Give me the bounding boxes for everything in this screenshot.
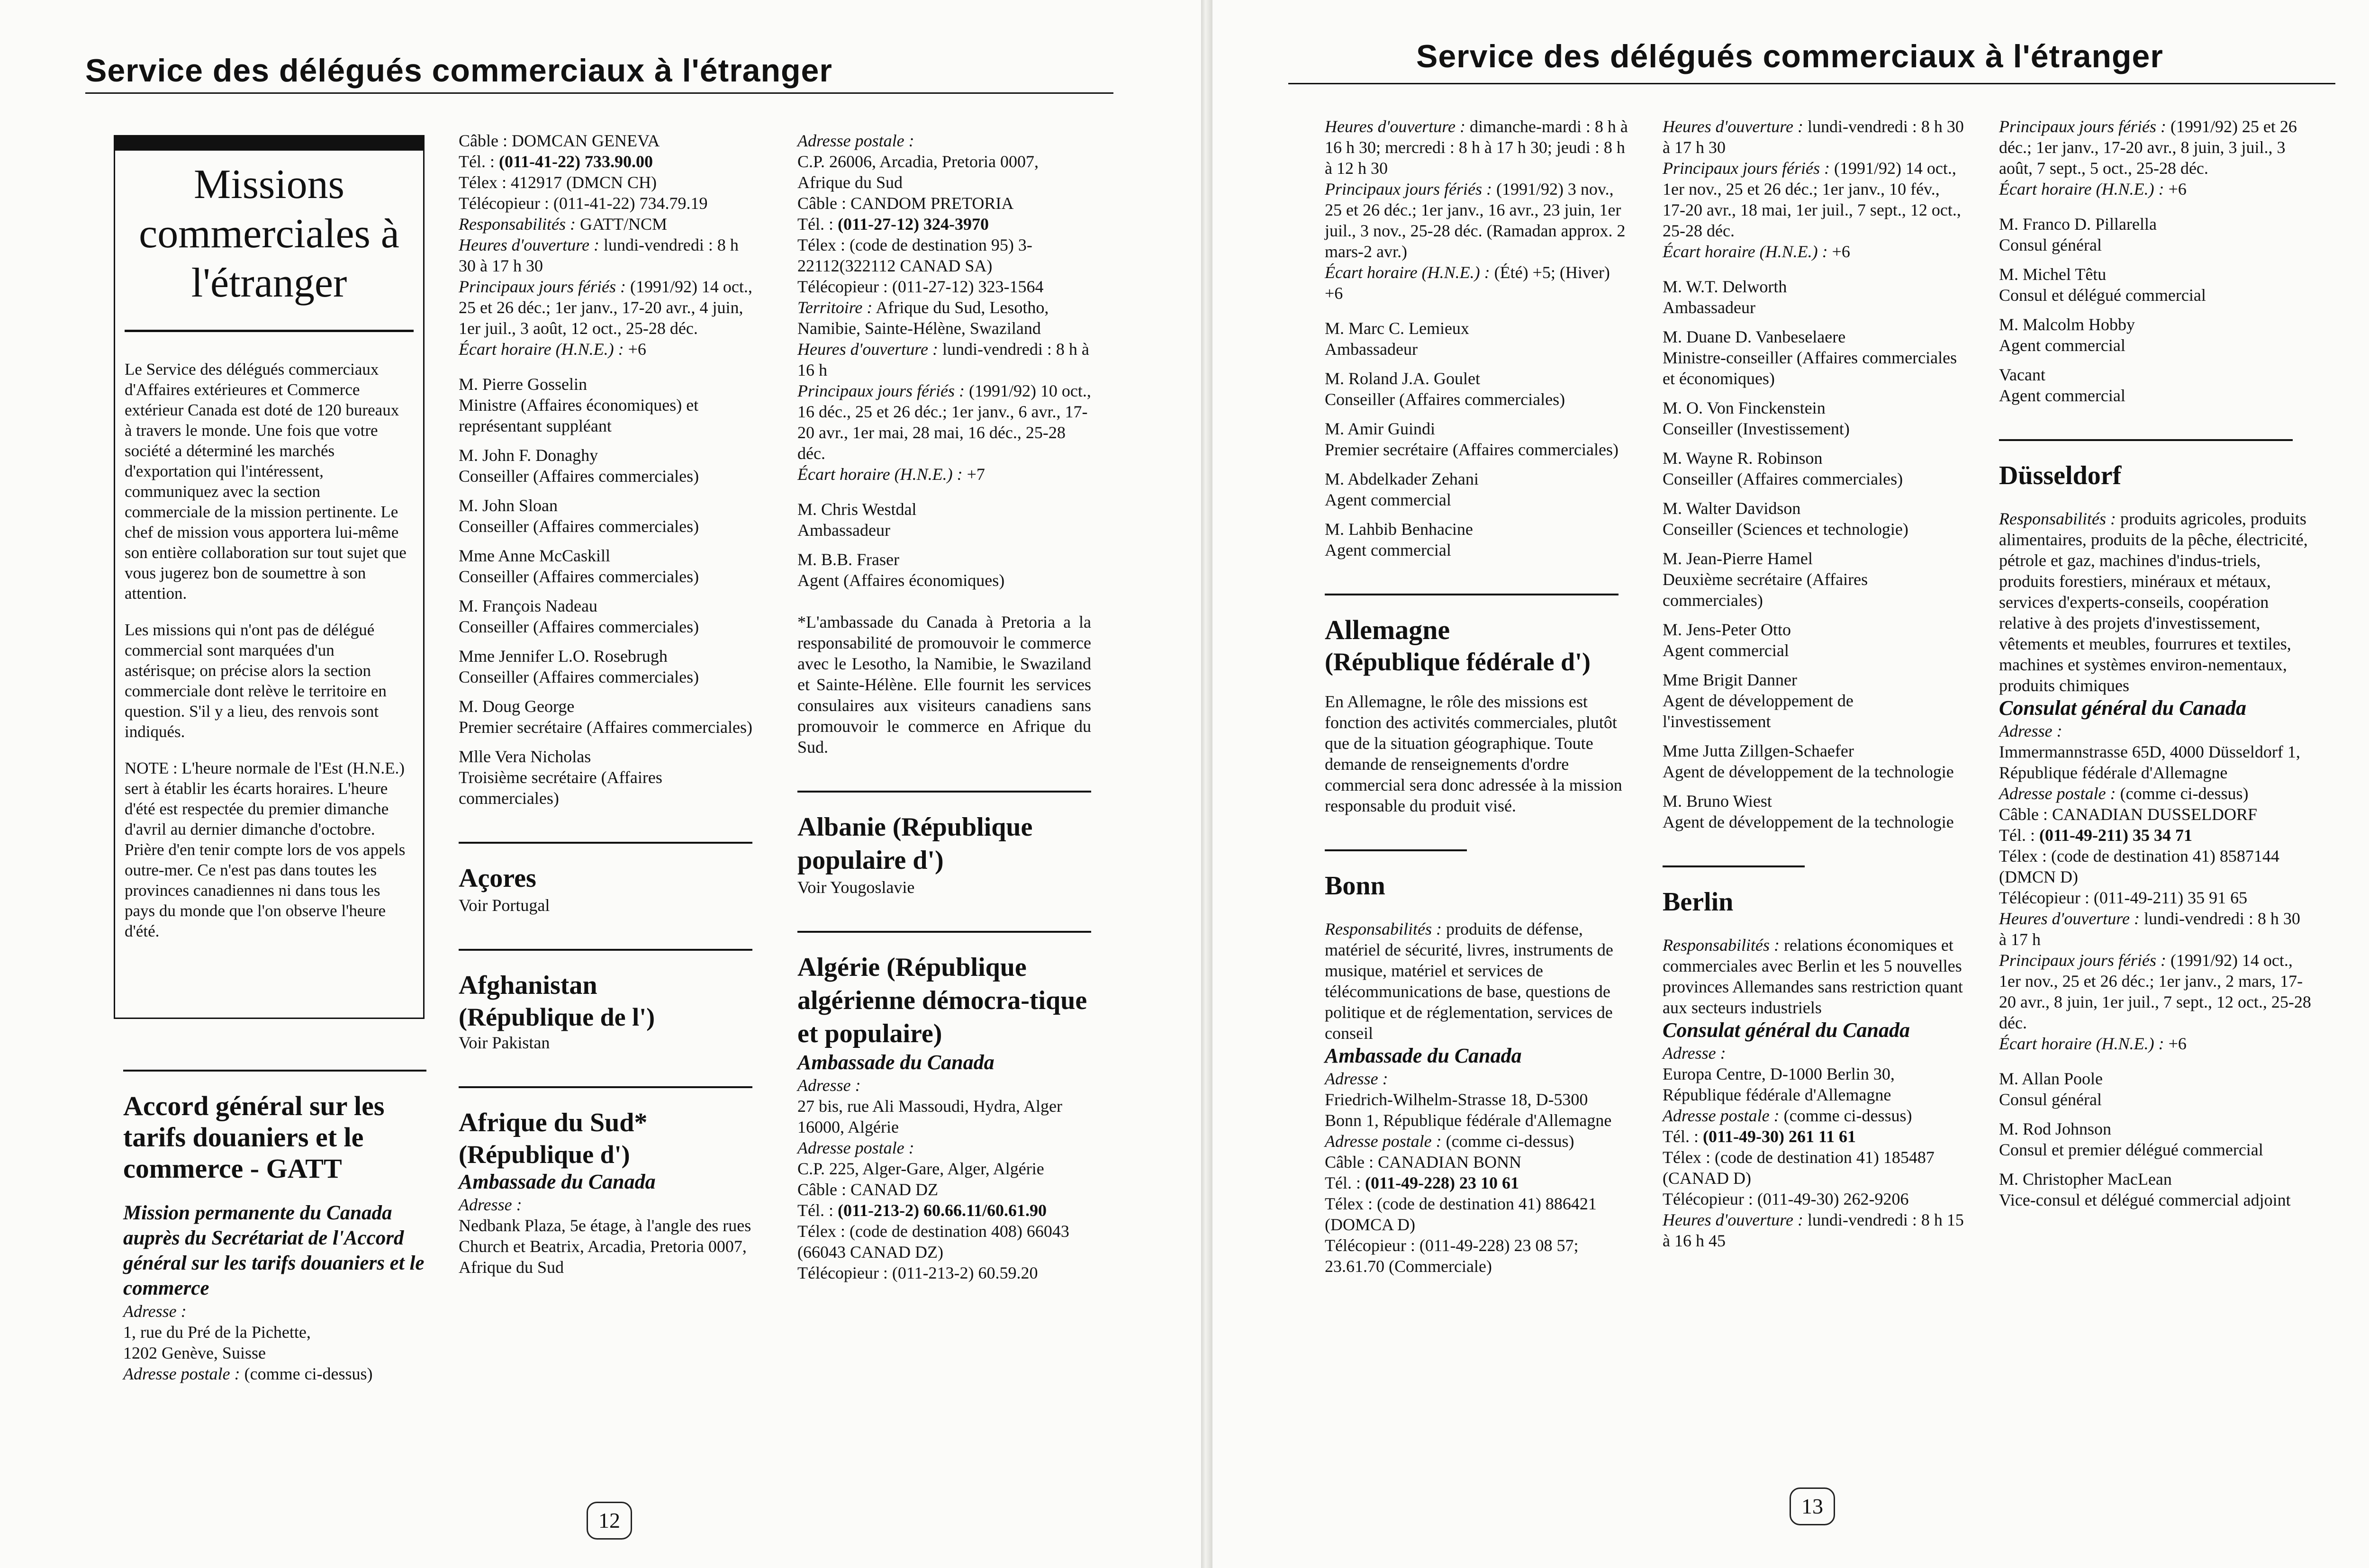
- resp-value: GATT/NCM: [579, 215, 667, 234]
- postal-value: (comme ci-dessus): [1783, 1106, 1912, 1125]
- territory-value: Afrique du Sud, Lesotho, Namibie, Sainte-Hélène, Swaziland: [797, 298, 1049, 338]
- telex: Télex : (code de destination 41) 8587144 (DMCN D): [1999, 847, 2279, 886]
- section-rule: [459, 949, 752, 951]
- address-label: Adresse :: [1325, 1069, 1388, 1088]
- postal-label: Adresse postale :: [1325, 1132, 1442, 1151]
- embassy-heading: Ambassade du Canada: [797, 1051, 995, 1074]
- postal-label: Adresse postale :: [1663, 1106, 1780, 1125]
- tz-value: +6: [2168, 1034, 2187, 1053]
- staff-entry: [1663, 548, 1966, 611]
- fax: Télécopieur : (011-41-22) 734.79.19: [459, 194, 708, 213]
- postal-value: C.P. 225, Alger-Gare, Alger, Algérie: [797, 1159, 1044, 1178]
- fax: Télécopieur : (011-213-2) 60.59.20: [797, 1263, 1038, 1282]
- hours-value: lundi-vendredi : 8 h 30 à 17 h 30: [1663, 117, 1964, 157]
- staff-entry: [459, 495, 752, 537]
- cable: Câble : CANADIAN BONN: [1325, 1153, 1521, 1171]
- staff-role: Vice-consul et délégué commercial adjoint: [1999, 1190, 2291, 1209]
- tz-label: Écart horaire (H.N.E.) :: [1325, 263, 1490, 282]
- tel-value: (011-41-22) 733.90.00: [498, 152, 653, 171]
- holidays-value: (1991/92) 14 oct., 25 et 26 déc.; 1er janv., 17-20 avr., 4 juin, 1er juil., 3 août, 12 oct., 25-28 déc.: [459, 277, 752, 338]
- staff-name: M. Walter Davidson: [1663, 499, 1801, 518]
- staff-role: Conseiller (Affaires commerciales): [1663, 469, 1903, 488]
- fax: Télécopieur : (011-49-30) 262-9206: [1663, 1190, 1909, 1208]
- staff-name: M. Lahbib Benhacine: [1325, 520, 1473, 539]
- section-intro: En Allemagne, le rôle des missions est fonction des activités commerciales, plutôt que de la situation géographique. Toute demande de renseignements d'ordre commercial sera donc adressée à la mission responsable du produit visé.: [1325, 692, 1622, 815]
- resp-value: produits de défense, matériel de sécurité, livres, instruments de musique, matériel et services de télécommunications de base, questions de politique et de réglementation, services de conseil: [1325, 919, 1613, 1043]
- staff-role: Consul général: [1999, 235, 2102, 254]
- staff-role: Agent commercial: [1325, 490, 1451, 509]
- staff-role: Conseiller (Affaires commerciales): [459, 467, 699, 486]
- staff-role: Conseiller (Affaires commerciales): [459, 667, 699, 686]
- column-2: [459, 130, 752, 1278]
- staff-role: Agent commercial: [1999, 336, 2125, 355]
- section-title: Albanie (République populaire d'): [797, 812, 1033, 875]
- staff-name: M. Roland J.A. Goulet: [1325, 369, 1480, 388]
- territory-label: Territoire :: [797, 298, 873, 317]
- page-header: Service des délégués commerciaux à l'étranger: [85, 53, 832, 89]
- resp-label: Responsabilités :: [1663, 936, 1780, 955]
- staff-name: M. Jens-Peter Otto: [1663, 620, 1791, 639]
- address-label: Adresse :: [797, 1076, 861, 1095]
- staff-entry: [1325, 318, 1628, 360]
- address-value: Nedbank Plaza, 5e étage, à l'angle des rues Church et Beatrix, Arcadia, Pretoria 0007, Afrique du Sud: [459, 1216, 751, 1277]
- tel-label: Tél. :: [1999, 826, 2035, 845]
- staff-name: M. Malcolm Hobby: [1999, 315, 2135, 334]
- staff-name: M. Duane D. Vanbeselaere: [1663, 327, 1846, 346]
- staff-role: Premier secrétaire (Affaires commerciales): [459, 718, 752, 737]
- staff-name: M. Franco D. Pillarella: [1999, 215, 2157, 234]
- cross-reference: Voir Yougoslavie: [797, 878, 915, 897]
- hours-value: lundi-vendredi : 8 h 30 à 17 h: [1999, 909, 2300, 949]
- holidays-label: Principaux jours fériés :: [1999, 117, 2166, 136]
- hours-label: Heures d'ouverture :: [1325, 117, 1465, 136]
- hours-value: lundi-vendredi : 8 h 30 à 17 h 30: [459, 235, 739, 275]
- address-label: Adresse :: [1663, 1044, 1726, 1063]
- holidays-label: Principaux jours fériés :: [797, 381, 965, 400]
- section-title: Accord général sur les tarifs douaniers et le commerce - GATT: [123, 1090, 385, 1184]
- address-value: Immermannstrasse 65D, 4000 Düsseldorf 1, République fédérale d'Allemagne: [1999, 742, 2300, 782]
- box-title: Missions commerciales à l'étranger: [139, 162, 399, 306]
- hours-label: Heures d'ouverture :: [1663, 1210, 1803, 1229]
- footnote: *L'ambassade du Canada à Pretoria a la responsabilité de promouvoir le commerce avec le Lesotho, la Namibie, le Swaziland et Sainte-Hélène. Elle fournit les services consulaires aux visiteurs canadiens sans promouvoir le commerce en Afrique du Sud.: [797, 613, 1091, 757]
- staff-entry: [1663, 740, 1966, 782]
- cable: Câble : CANADIAN DUSSELDORF: [1999, 805, 2258, 824]
- staff-role: Deuxième secrétaire (Affaires commerciales): [1663, 570, 1868, 610]
- staff-name: M. Christopher MacLean: [1999, 1170, 2172, 1189]
- resp-label: Responsabilités :: [1999, 509, 2116, 528]
- box-paragraph: NOTE : L'heure normale de l'Est (H.N.E.) sert à établir les écarts horaires. L'heure d'été est respectée du premier dimanche d'avril au dernier dimanche d'octobre. Prière d'en tenir compte lors de vos appels outre-mer. Ce n'est pas dans toutes les provinces canadiennes ni dans tous les pays du monde que l'on observe l'heure d'été.: [125, 759, 406, 940]
- fax: Télécopieur : (011-49-228) 23 08 57; 23.61.70 (Commerciale): [1325, 1236, 1579, 1276]
- staff-entry: [1999, 314, 2312, 356]
- section-subtitle: (République d'): [459, 1140, 630, 1169]
- gatt-section: [123, 1070, 426, 1384]
- section-rule: [459, 1086, 752, 1088]
- consulate-heading: Consulat général du Canada: [1663, 1018, 1910, 1042]
- section-rule: [797, 791, 1091, 793]
- hours-value: lundi-vendredi : 8 h 15 à 16 h 45: [1663, 1210, 1964, 1250]
- section-title: Afghanistan: [459, 971, 597, 1000]
- staff-entry: [1999, 214, 2312, 255]
- cable: Câble : CANAD DZ: [797, 1180, 938, 1199]
- holidays-value: (1991/92) 10 oct., 16 déc., 25 et 26 déc.; 1er janv., 6 avr., 17-20 avr., 1er mai, 28 mai, 16 déc., 25-28 déc.: [797, 381, 1091, 463]
- embassy-heading: Ambassade du Canada: [459, 1170, 656, 1193]
- staff-entry: [1663, 669, 1966, 732]
- hours-label: Heures d'ouverture :: [459, 235, 599, 254]
- staff-role: Conseiller (Affaires commerciales): [459, 517, 699, 536]
- box-rule: [125, 330, 414, 332]
- staff-role: Ambassadeur: [797, 521, 890, 540]
- staff-name: Vacant: [1999, 365, 2045, 384]
- staff-name: M. Amir Guindi: [1325, 419, 1436, 438]
- tel-value: (011-27-12) 324-3970: [837, 215, 989, 234]
- staff-role: Conseiller (Investissement): [1663, 419, 1850, 438]
- postal-label: Adresse postale :: [797, 1138, 914, 1157]
- staff-name: Mme Jutta Zillgen-Schaefer: [1663, 741, 1854, 760]
- tz-value: (Été) +5; (Hiver) +6: [1325, 263, 1610, 303]
- staff-name: M. Chris Westdal: [797, 500, 917, 519]
- staff-name: M. Abdelkader Zehani: [1325, 469, 1479, 488]
- staff-name: M. O. Von Finckenstein: [1663, 398, 1826, 417]
- tel-label: Tél. :: [1663, 1127, 1699, 1146]
- section-title: Allemagne: [1325, 614, 1450, 645]
- telex: Télex : (code de destination 41) 185487 (CANAD D): [1663, 1148, 1935, 1188]
- staff-role: Ministre (Affaires économiques) et représentant suppléant: [459, 396, 699, 435]
- staff-role: Consul et délégué commercial: [1999, 286, 2206, 305]
- header-rule: [1288, 83, 2335, 84]
- staff-name: M. B.B. Fraser: [797, 550, 899, 569]
- address-line: 1, rue du Pré de la Pichette,: [123, 1323, 311, 1342]
- column-6: [1999, 116, 2312, 1210]
- staff-name: M. François Nadeau: [459, 596, 597, 615]
- telex: Télex : 412917 (DMCN CH): [459, 173, 657, 192]
- staff-name: M. Wayne R. Robinson: [1663, 449, 1823, 468]
- holidays-value: (1991/92) 14 oct., 1er nov., 25 et 26 déc.; 1er janv., 2 mars, 17-20 avr., 8 juin, 1er juil., 7 sept., 12 oct., 25-28 déc.: [1999, 951, 2311, 1032]
- section-title: Açores: [459, 864, 536, 893]
- address-value: Europa Centre, D-1000 Berlin 30, République fédérale d'Allemagne: [1663, 1064, 1895, 1104]
- staff-name: M. Doug George: [459, 697, 575, 716]
- holidays-label: Principaux jours fériés :: [459, 277, 626, 296]
- staff-name: M. Marc C. Lemieux: [1325, 319, 1469, 338]
- section-rule: [1999, 439, 2293, 441]
- staff-role: Agent (Affaires économiques): [797, 571, 1005, 590]
- mission-name: Mission permanente du Canada auprès du Secrétariat de l'Accord général sur les tarifs douaniers et le commerce: [123, 1202, 425, 1299]
- staff-role: Ambassadeur: [1663, 298, 1755, 317]
- staff-name: M. Allan Poole: [1999, 1069, 2103, 1088]
- staff-entry: [1663, 326, 1966, 389]
- staff-entry: [1325, 519, 1628, 560]
- staff-entry: [459, 445, 752, 487]
- staff-entry: [1663, 397, 1966, 439]
- section-subtitle: (République de l'): [459, 1003, 655, 1031]
- telex: Télex : (code de destination 95) 3-22112(322112 CANAD SA): [797, 235, 1032, 275]
- page-header: Service des délégués commerciaux à l'étranger: [1416, 38, 2163, 74]
- page-number: 13: [1790, 1487, 1835, 1525]
- page-number: 12: [587, 1502, 632, 1540]
- staff-name: Mlle Vera Nicholas: [459, 747, 591, 766]
- hours-label: Heures d'ouverture :: [1999, 909, 2140, 928]
- staff-name: M. Bruno Wiest: [1663, 792, 1772, 811]
- section-title: Bonn: [1325, 871, 1385, 901]
- intro-box: [114, 135, 425, 1019]
- box-paragraph: Le Service des délégués commerciaux d'Affaires extérieures et Commerce extérieur Canada est doté de 120 bureaux à travers le monde. Une fois que votre société a déterminé les marchés d'exportation qui l'intéressent, communiquez avec la section commerciale de la mission pertinente. Le chef de mission vous apportera lui-même son entière collaboration sur tout sujet que vous jugerez bon de soumettre à son attention.: [125, 360, 407, 603]
- tz-label: Écart horaire (H.N.E.) :: [1999, 1034, 2164, 1053]
- staff-entry: [1999, 1169, 2312, 1210]
- header-rule: [85, 92, 1113, 94]
- tel-value: (011-213-2) 60.66.11/60.61.90: [837, 1201, 1047, 1220]
- staff-role: Agent commercial: [1325, 541, 1451, 559]
- address-label: Adresse :: [123, 1302, 187, 1321]
- tel-label: Tél. :: [1325, 1173, 1361, 1192]
- section-subtitle: (République fédérale d'): [1325, 648, 1591, 676]
- address-value: Friedrich-Wilhelm-Strasse 18, D-5300 Bonn 1, République fédérale d'Allemagne: [1325, 1090, 1612, 1130]
- column-5: [1663, 116, 1966, 1251]
- column-4: [1325, 116, 1628, 1277]
- holidays-value: (1991/92) 25 et 26 déc.; 1er janv., 17-20 avr., 8 juin, 3 juil., 3 août, 7 sept., 5 oct., 25-28 déc.: [1999, 117, 2297, 178]
- box-top-bar: [115, 136, 423, 151]
- tz-value: +6: [2168, 180, 2187, 198]
- hours-value: lundi-vendredi : 8 h à 16 h: [797, 340, 1089, 379]
- column-3: [797, 130, 1091, 1283]
- postal-label: Adresse postale :: [1999, 784, 2116, 803]
- tel-label: Tél. :: [459, 152, 495, 171]
- staff-entry: [459, 595, 752, 637]
- tz-value: +6: [1832, 242, 1850, 261]
- staff-entry: [459, 746, 752, 809]
- staff-entry: [1999, 1068, 2312, 1110]
- staff-entry: [797, 499, 1091, 541]
- staff-role: Agent de développement de la technologie: [1663, 762, 1954, 781]
- postal-label: Adresse postale :: [123, 1364, 240, 1383]
- staff-entry: [1663, 619, 1966, 661]
- page-right: [1212, 0, 2369, 1568]
- staff-name: M. John F. Donaghy: [459, 446, 598, 465]
- staff-entry: [1663, 448, 1966, 489]
- staff-role: Troisième secrétaire (Affaires commerciales): [459, 768, 662, 808]
- staff-role: Agent commercial: [1663, 641, 1789, 660]
- staff-entry: [797, 549, 1091, 591]
- staff-entry: [1999, 264, 2312, 306]
- staff-role: Agent de développement de la technologie: [1663, 812, 1954, 831]
- holidays-value: (1991/92) 14 oct., 1er nov., 25 et 26 déc.; 1er janv., 10 fév., 17-20 avr., 18 mai, 1er juil., 7 sept., 12 oct., 25-28 déc.: [1663, 159, 1961, 240]
- section-rule: [1663, 865, 1805, 867]
- staff-entry: [1999, 1118, 2312, 1160]
- staff-name: M. John Sloan: [459, 496, 558, 515]
- staff-name: M. Rod Johnson: [1999, 1119, 2112, 1138]
- cable: Câble : DOMCAN GENEVA: [459, 131, 660, 150]
- hours-label: Heures d'ouverture :: [797, 340, 938, 359]
- staff-name: M. Michel Têtu: [1999, 265, 2107, 284]
- staff-role: Conseiller (Affaires commerciales): [1325, 390, 1565, 409]
- section-rule: [797, 931, 1091, 933]
- postal-value: (comme ci-dessus): [1446, 1132, 1574, 1151]
- staff-entry: [459, 545, 752, 587]
- staff-entry: [1325, 368, 1628, 410]
- holidays-label: Principaux jours fériés :: [1325, 180, 1492, 198]
- staff-role: Ambassadeur: [1325, 340, 1418, 359]
- staff-entry: [1325, 469, 1628, 510]
- box-body: [125, 359, 409, 957]
- staff-entry: [1999, 364, 2312, 406]
- staff-name: M. W.T. Delworth: [1663, 277, 1787, 296]
- staff-role: Ministre-conseiller (Affaires commerciales et économiques): [1663, 348, 1957, 388]
- section-rule: [1325, 849, 1467, 851]
- embassy-heading: Ambassade du Canada: [1325, 1044, 1522, 1067]
- tz-label: Écart horaire (H.N.E.) :: [1663, 242, 1828, 261]
- telex: Télex : (code de destination 408) 66043 (66043 CANAD DZ): [797, 1222, 1069, 1262]
- staff-role: Agent commercial: [1999, 386, 2125, 405]
- holidays-label: Principaux jours fériés :: [1999, 951, 2166, 970]
- postal-value: C.P. 26006, Arcadia, Pretoria 0007, Afrique du Sud: [797, 152, 1039, 192]
- tel-label: Tél. :: [797, 1201, 833, 1220]
- fax: Télécopieur : (011-49-211) 35 91 65: [1999, 888, 2248, 907]
- hours-label: Heures d'ouverture :: [1663, 117, 1803, 136]
- resp-value: produits agricoles, produits alimentaires, produits de la pêche, électricité, pétrole et gaz, machines d'indus-triels, produits forestiers, minéraux et métaux, services d'experts-conseils, coopération relative à des projets d'investissement, vêtements et meubles, fourrures et textiles, machines et systèmes environ-nementaux, produits chimiques: [1999, 509, 2308, 695]
- staff-entry: [459, 646, 752, 687]
- staff-role: Agent de développement de l'investissement: [1663, 691, 1854, 731]
- staff-role: Conseiller (Sciences et technologie): [1663, 520, 1908, 539]
- cross-reference: Voir Pakistan: [459, 1033, 550, 1052]
- section-title: Algérie (République algérienne démocra-tique et populaire): [797, 953, 1087, 1048]
- staff-role: Premier secrétaire (Affaires commerciales): [1325, 440, 1619, 459]
- staff-role: Consul et premier délégué commercial: [1999, 1140, 2263, 1159]
- staff-name: M. Jean-Pierre Hamel: [1663, 549, 1813, 568]
- staff-role: Conseiller (Affaires commerciales): [459, 617, 699, 636]
- resp-label: Responsabilités :: [459, 215, 576, 234]
- postal-label: Adresse postale :: [797, 131, 914, 150]
- page-gutter: [1201, 0, 1212, 1568]
- tz-label: Écart horaire (H.N.E.) :: [797, 465, 963, 484]
- address-line: 1202 Genève, Suisse: [123, 1343, 266, 1362]
- staff-name: M. Pierre Gosselin: [459, 375, 587, 394]
- tel-value: (011-49-30) 261 11 61: [1702, 1127, 1856, 1146]
- staff-entry: [1663, 791, 1966, 832]
- box-paragraph: Les missions qui n'ont pas de délégué commercial sont marquées d'un astérisque; on précise alors la section commerciale dont relève le territoire en question. S'il y a lieu, des renvois sont indiqués.: [125, 621, 387, 741]
- address-label: Adresse :: [1999, 721, 2062, 740]
- cross-reference: Voir Portugal: [459, 896, 550, 915]
- staff-role: Conseiller (Affaires commerciales): [459, 567, 699, 586]
- section-title: Berlin: [1663, 887, 1734, 917]
- section-title: Düsseldorf: [1999, 461, 2122, 490]
- staff-entry: [1325, 418, 1628, 460]
- holidays-label: Principaux jours fériés :: [1663, 159, 1830, 178]
- tz-label: Écart horaire (H.N.E.) :: [459, 340, 624, 359]
- section-rule: [123, 1070, 426, 1072]
- holidays-value: (1991/92) 3 nov., 25 et 26 déc.; 1er janv., 16 avr., 23 juin, 1er juil., 3 nov., 25-28 déc. (Ramadan approx. 2 mars-2 avr.): [1325, 180, 1626, 261]
- resp-label: Responsabilités :: [1325, 919, 1442, 938]
- fax: Télécopieur : (011-27-12) 323-1564: [797, 277, 1044, 296]
- telex: Télex : (code de destination 41) 886421 (DOMCA D): [1325, 1194, 1597, 1234]
- section-title: Afrique du Sud*: [459, 1108, 648, 1137]
- address-value: 27 bis, rue Ali Massoudi, Hydra, Alger 16000, Algérie: [797, 1097, 1062, 1136]
- staff-name: Mme Brigit Danner: [1663, 670, 1797, 689]
- staff-name: Mme Jennifer L.O. Rosebrugh: [459, 647, 668, 666]
- tel-label: Tél. :: [797, 215, 833, 234]
- tz-value: +6: [628, 340, 646, 359]
- consulate-heading: Consulat général du Canada: [1999, 696, 2247, 720]
- postal-value: (comme ci-dessus): [244, 1364, 373, 1383]
- staff-entry: [459, 374, 752, 436]
- hours-value: dimanche-mardi : 8 h à 16 h 30; mercredi : 8 h à 17 h 30; jeudi : 8 h à 12 h 30: [1325, 117, 1628, 178]
- tel-value: (011-49-211) 35 34 71: [2039, 826, 2192, 845]
- tz-label: Écart horaire (H.N.E.) :: [1999, 180, 2164, 198]
- staff-role: Consul général: [1999, 1090, 2102, 1109]
- section-rule: [1325, 594, 1619, 595]
- staff-entry: [1663, 498, 1966, 540]
- staff-entry: [1663, 276, 1966, 318]
- tel-value: (011-49-228) 23 10 61: [1365, 1173, 1519, 1192]
- tz-value: +7: [967, 465, 985, 484]
- staff-entry: [459, 696, 752, 738]
- postal-value: (comme ci-dessus): [2120, 784, 2249, 803]
- section-rule: [459, 842, 752, 844]
- resp-value: relations économiques et commerciales avec Berlin et les 5 nouvelles provinces Allemandes sans restriction quant aux secteurs industriels: [1663, 936, 1963, 1017]
- staff-name: Mme Anne McCaskill: [459, 546, 610, 565]
- address-label: Adresse :: [459, 1195, 522, 1214]
- cable: Câble : CANDOM PRETORIA: [797, 194, 1014, 213]
